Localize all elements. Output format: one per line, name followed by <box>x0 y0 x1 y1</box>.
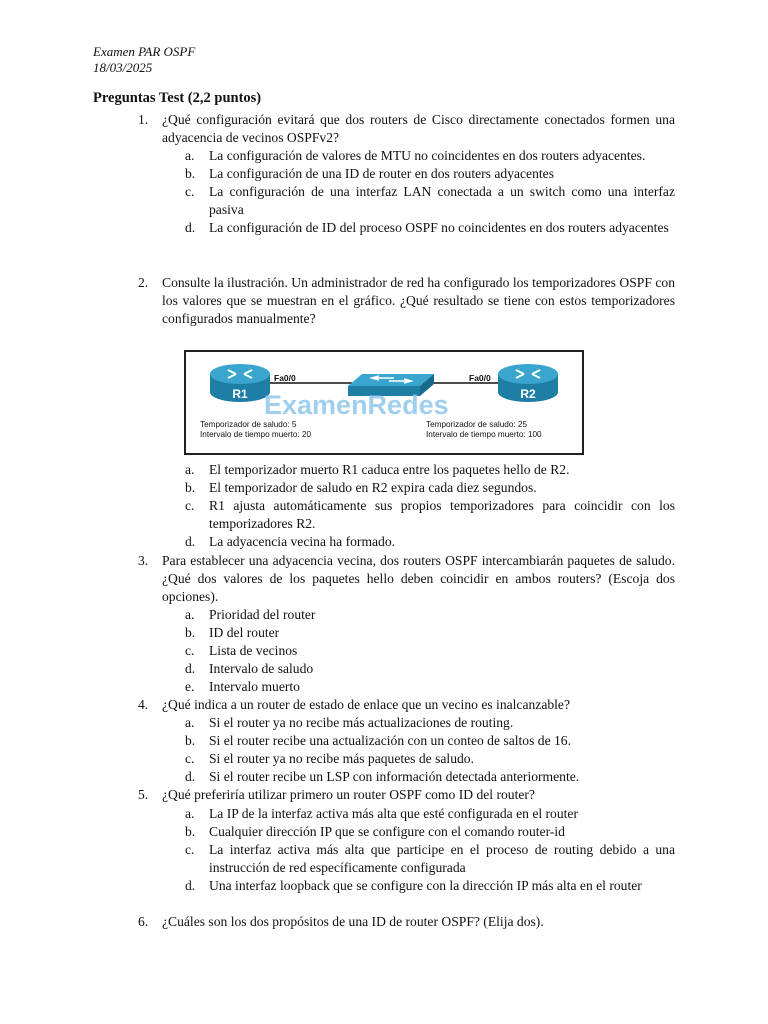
question-1-options <box>185 147 675 237</box>
option-letter: a. <box>185 715 195 730</box>
option-text: Si el router recibe un LSP con información detectada anteriormente. <box>209 769 580 784</box>
option-text: La configuración de una interfaz LAN conectada a un switch como una interfaz pasiva <box>209 184 675 217</box>
question-4 <box>138 696 675 714</box>
option-text: El temporizador muerto R1 caduca entre los paquetes hello de R2. <box>209 462 570 477</box>
section-title: Preguntas Test (2,2 puntos) <box>93 90 262 106</box>
question-number: 4. <box>138 697 149 712</box>
router-r2-label: R2 <box>520 387 536 401</box>
option-letter: b. <box>185 733 196 748</box>
question-text: ¿Qué indica a un router de estado de enlace que un vecino es inalcanzable? <box>162 697 570 712</box>
option-a <box>185 606 675 624</box>
option-letter: c. <box>185 498 195 513</box>
question-number: 6. <box>138 914 149 929</box>
question-number: 5. <box>138 787 149 802</box>
question-5-options <box>185 805 675 895</box>
option-letter: b. <box>185 166 196 181</box>
option-a <box>185 714 675 732</box>
option-text: La adyacencia vecina ha formado. <box>209 534 396 549</box>
option-text: Intervalo de saludo <box>209 661 314 676</box>
question-number: 3. <box>138 553 149 568</box>
option-letter: a. <box>185 148 195 163</box>
option-text: Intervalo muerto <box>209 679 300 694</box>
option-b <box>185 732 675 750</box>
option-text: La IP de la interfaz activa más alta que esté configurada en el router <box>209 806 578 821</box>
question-text: ¿Qué configuración evitará que dos routers de Cisco directamente conectados formen una adyacencia de vecinos OSPFv2? <box>162 112 675 145</box>
r1-hello-timer: Temporizador de saludo: 5 <box>200 420 297 429</box>
option-letter: a. <box>185 607 195 622</box>
exam-date: 18/03/2025 <box>93 60 153 75</box>
option-text: Si el router recibe una actualización con un conteo de saltos de 16. <box>209 733 571 748</box>
question-number: 1. <box>138 112 149 127</box>
question-text: ¿Cuáles son los dos propósitos de una ID de router OSPF? (Elija dos). <box>162 914 544 929</box>
question-3-options <box>185 606 675 696</box>
option-d <box>185 768 675 786</box>
option-text: Cualquier dirección IP que se configure con el comando router-id <box>209 824 565 839</box>
question-number: 2. <box>138 275 149 290</box>
option-c <box>185 750 675 768</box>
exam-title: Examen PAR OSPF <box>93 44 196 59</box>
option-a <box>185 147 675 165</box>
option-d <box>185 877 675 895</box>
option-text: ID del router <box>209 625 280 640</box>
question-3 <box>138 552 675 606</box>
option-a <box>185 805 675 823</box>
option-b <box>185 479 675 497</box>
question-6 <box>138 913 675 931</box>
option-text: La configuración de ID del proceso OSPF no coincidentes en dos routers adyacentes <box>209 220 669 235</box>
option-text: Lista de vecinos <box>209 643 298 658</box>
option-letter: c. <box>185 184 195 199</box>
option-b <box>185 165 675 183</box>
question-text: Consulte la ilustración. Un administrador de red ha configurado los temporizadores OSPF con los valores que se muestran en el gráfico. ¿Qué resultado se tiene con estos temporizadores configurados manualmente? <box>162 275 675 326</box>
watermark: ExamenRedes <box>264 390 449 420</box>
option-b <box>185 823 675 841</box>
option-letter: b. <box>185 824 196 839</box>
r1-port-label: Fa0/0 <box>274 373 296 383</box>
option-letter: b. <box>185 480 196 495</box>
option-letter: e. <box>185 679 195 694</box>
option-text: La configuración de una ID de router en dos routers adyacentes <box>209 166 554 181</box>
option-c <box>185 497 675 533</box>
option-letter: d. <box>185 220 196 235</box>
question-text: ¿Qué preferiría utilizar primero un router OSPF como ID del router? <box>162 787 535 802</box>
r2-port-label: Fa0/0 <box>469 373 491 383</box>
option-text: Si el router ya no recibe más paquetes de saludo. <box>209 751 474 766</box>
option-letter: d. <box>185 878 196 893</box>
option-text: R1 ajusta automáticamente sus propios temporizadores para coincidir con los temporizadores R2. <box>209 498 675 531</box>
option-e <box>185 678 675 696</box>
option-text: La configuración de valores de MTU no coincidentes en dos routers adyacentes. <box>209 148 646 163</box>
option-text: La interfaz activa más alta que participe en el proceso de routing debido a una instrucción de red específicamente configurada <box>209 842 675 875</box>
question-text: Para establecer una adyacencia vecina, dos routers OSPF intercambiarán paquetes de saludo. ¿Qué dos valores de los paquetes hello deben coincidir en ambos routers? (Escoja dos opciones). <box>162 553 675 604</box>
option-d <box>185 660 675 678</box>
question-2 <box>138 274 675 328</box>
option-c <box>185 642 675 660</box>
router-r1-label: R1 <box>232 387 248 401</box>
option-d <box>185 533 675 551</box>
option-text: Prioridad del router <box>209 607 316 622</box>
option-letter: c. <box>185 842 195 857</box>
question-1 <box>138 111 675 147</box>
option-letter: c. <box>185 643 195 658</box>
option-text: Una interfaz loopback que se configure con la dirección IP más alta en el router <box>209 878 642 893</box>
option-a <box>185 461 675 479</box>
option-letter: d. <box>185 769 196 784</box>
r2-hello-timer: Temporizador de saludo: 25 <box>426 420 528 429</box>
question-4-options <box>185 714 675 786</box>
r1-dead-interval: Intervalo de tiempo muerto: 20 <box>200 430 312 439</box>
option-text: Si el router ya no recibe más actualizaciones de routing. <box>209 715 514 730</box>
option-c <box>185 841 675 877</box>
question-5 <box>138 786 675 804</box>
option-text: El temporizador de saludo en R2 expira cada diez segundos. <box>209 480 537 495</box>
option-letter: c. <box>185 751 195 766</box>
option-letter: a. <box>185 462 195 477</box>
option-c <box>185 183 675 219</box>
question-2-options <box>185 461 675 551</box>
r2-dead-interval: Intervalo de tiempo muerto: 100 <box>426 430 542 439</box>
option-letter: d. <box>185 534 196 549</box>
option-b <box>185 624 675 642</box>
option-letter: b. <box>185 625 196 640</box>
option-letter: d. <box>185 661 196 676</box>
ospf-timers-figure <box>184 350 584 455</box>
option-d <box>185 219 675 237</box>
option-letter: a. <box>185 806 195 821</box>
